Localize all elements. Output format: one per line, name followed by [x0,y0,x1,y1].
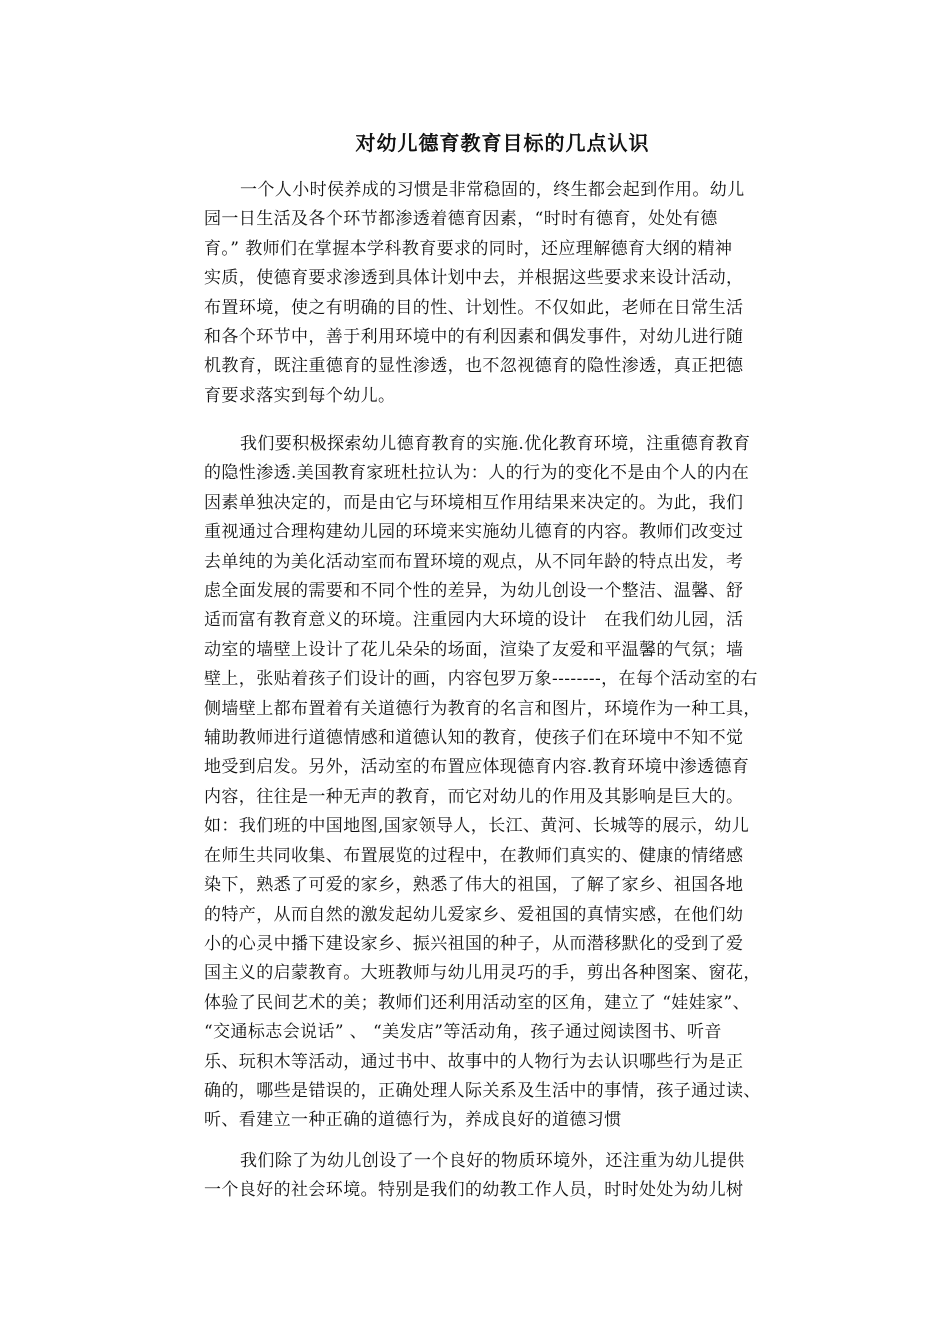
paragraph-line: 因素单独决定的，而是由它与环境相互作用结果来决定的。为此，我们 [204,492,744,513]
paragraph-line: 乐、玩积木等活动，通过书中、故事中的人物行为去认识哪些行为是正 [204,1051,744,1072]
paragraph-line: 我们要积极探索幼儿德育教育的实施.优化教育环境，注重德育教育 [240,434,751,454]
paragraph-3 [204,1147,814,1206]
paragraph-2 [204,430,814,1136]
paragraph-line: 一个良好的社会环境。特别是我们的幼教工作人员，时时处处为幼儿树 [204,1180,744,1201]
paragraph-line: 动室的墙壁上设计了花儿朵朵的场面，渲染了友爱和平温馨的气氛；墙 [204,639,744,660]
paragraph-line: 和各个环节中，善于利用环境中的有利因素和偶发事件，对幼儿进行随 [204,327,744,348]
paragraph-line: “交通标志会说话” 、 “美发店”等活动角，孩子通过阅读图书、听音 [204,1022,722,1043]
paragraph-line: 地受到启发。另外，活动室的布置应体现德育内容.教育环境中渗透德育 [204,757,750,778]
paragraph-line: 去单纯的为美化活动室而布置环境的观点，从不同年龄的特点出发，考 [204,551,744,572]
paragraph-line: 听、看建立一种正确的道德行为，养成良好的道德习惯 [204,1110,622,1131]
paragraph-line: 虑全面发展的需要和不同个性的差异，为幼儿创设一个整洁、温馨、舒 [204,581,744,602]
paragraph-line: 适而富有教育意义的环境。注重园内大环境的设计 在我们幼儿园，活 [204,610,744,631]
paragraph-line: 重视通过合理构建幼儿园的环境来实施幼儿德育的内容。教师们改变过 [204,522,744,543]
paragraph-line: 确的，哪些是错误的，正确处理人际关系及生活中的事情，孩子通过读、 [204,1080,761,1101]
paragraph-line: 在师生共同收集、布置展览的过程中，在教师们真实的、健康的情绪感 [204,845,744,866]
paragraph-line: 实质，使德育要求渗透到具体计划中去，并根据这些要求来设计活动， [204,268,744,289]
paragraph-line: 一个人小时侯养成的习惯是非常稳固的，终生都会起到作用。幼儿 [240,180,745,200]
paragraph-line: 机教育，既注重德育的显性渗透，也不忽视德育的隐性渗透，真正把德 [204,356,744,377]
paragraph-1 [204,176,814,411]
paragraph-line: 我们除了为幼儿创设了一个良好的物质环境外，还注重为幼儿提供 [240,1151,745,1171]
paragraph-line: 如：我们班的中国地图,国家领导人，长江、黄河、长城等的展示，幼儿 [204,816,750,837]
paragraph-line: 辅助教师进行道德情感和道德认知的教育，使孩子们在环境中不知不觉 [204,728,744,749]
paragraph-line: 内容，往往是一种无声的教育，而它对幼儿的作用及其影响是巨大的。 [204,786,744,807]
paragraph-line: 体验了民间艺术的美；教师们还利用活动室的区角，建立了 “娃娃家”、 [204,992,750,1013]
paragraph-line: 染下，熟悉了可爱的家乡，熟悉了伟大的祖国，了解了家乡、祖国各地 [204,875,744,896]
paragraph-line: 布置环境，使之有明确的目的性、计划性。不仅如此，老师在日常生活 [204,297,744,318]
paragraph-line: 的隐性渗透.美国教育家班杜拉认为：人的行为的变化不是由个人的内在 [204,463,750,484]
paragraph-line: 的特产，从而自然的激发起幼儿爱家乡、爱祖国的真情实感，在他们幼 [204,904,744,925]
paragraph-line: 园一日生活及各个环节都渗透着德育因素，“时时有德育，处处有德 [204,209,718,230]
paragraph-line: 育要求落实到每个幼儿。 [204,385,396,406]
paragraph-line: 小的心灵中播下建设家乡、振兴祖国的种子，从而潜移默化的受到了爱 [204,933,744,954]
paragraph-line: 育。” 教师们在掌握本学科教育要求的同时，还应理解德育大纲的精神 [204,238,733,259]
paragraph-line: 国主义的启蒙教育。大班教师与幼儿用灵巧的手，剪出各种图案、窗花， [204,963,761,984]
paragraph-line: 侧墙壁上都布置着有关道德行为教育的名言和图片，环境作为一种工具， [204,698,761,719]
paragraph-line: 壁上，张贴着孩子们设计的画，内容包罗万象--------，在每个活动室的右 [204,669,758,690]
document-title: 对幼儿德育教育目标的几点认识 [355,131,650,155]
